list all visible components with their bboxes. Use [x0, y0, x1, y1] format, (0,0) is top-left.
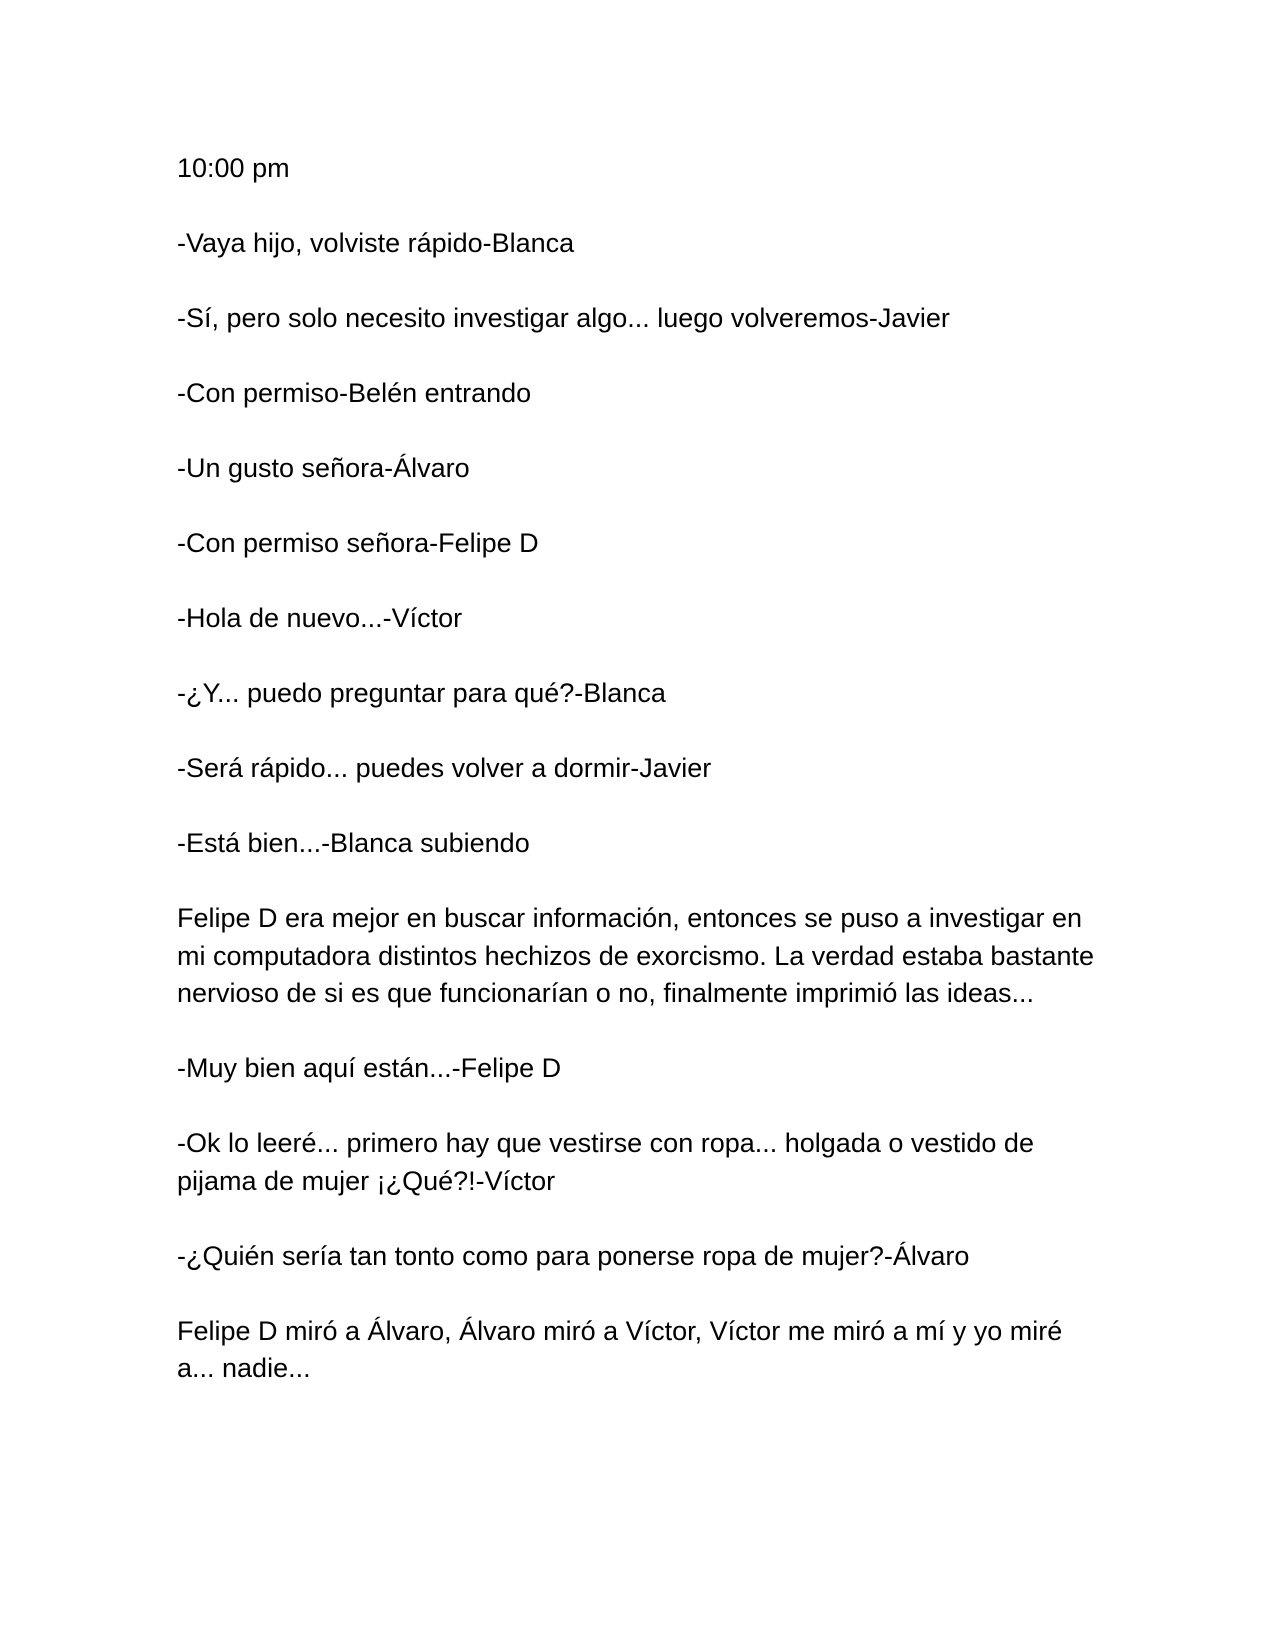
dialogue-line: -Con permiso-Belén entrando [177, 378, 532, 408]
dialogue-line: -Sí, pero solo necesito investigar algo... luego volveremos-Javier [177, 303, 950, 333]
narration-paragraph: Felipe D miró a Álvaro, Álvaro miró a Víctor, Víctor me miró a mí y yo miré a... nadie... [177, 1315, 1063, 1383]
time-heading: 10:00 pm [177, 153, 290, 183]
dialogue-line: -¿Y... puedo preguntar para qué?-Blanca [177, 678, 666, 708]
dialogue-line: -Ok lo leeré... primero hay que vestirse con ropa... holgada o vestido de pijama de mujer ¡¿Qué?!-Víctor [177, 1128, 1034, 1196]
dialogue-line: -Un gusto señora-Álvaro [177, 453, 470, 483]
dialogue-line: -Será rápido... puedes volver a dormir-Javier [177, 753, 712, 783]
dialogue-line: -Hola de nuevo...-Víctor [177, 603, 463, 633]
dialogue-line: -Está bien...-Blanca subiendo [177, 828, 530, 858]
document-body [177, 150, 1097, 1425]
narration-paragraph: Felipe D era mejor en buscar información, entonces se puso a investigar en mi computadora distintos hechizos de exorcismo. La verdad estaba bastante nervioso de si es que funcionarían o no, finalmente imprimió las ideas... [177, 903, 1095, 1008]
dialogue-line: -Vaya hijo, volviste rápido-Blanca [177, 228, 575, 258]
dialogue-line: -Muy bien aquí están...-Felipe D [177, 1053, 562, 1083]
dialogue-line: -Con permiso señora-Felipe D [177, 528, 539, 558]
dialogue-line: -¿Quién sería tan tonto como para ponerse ropa de mujer?-Álvaro [177, 1240, 970, 1271]
